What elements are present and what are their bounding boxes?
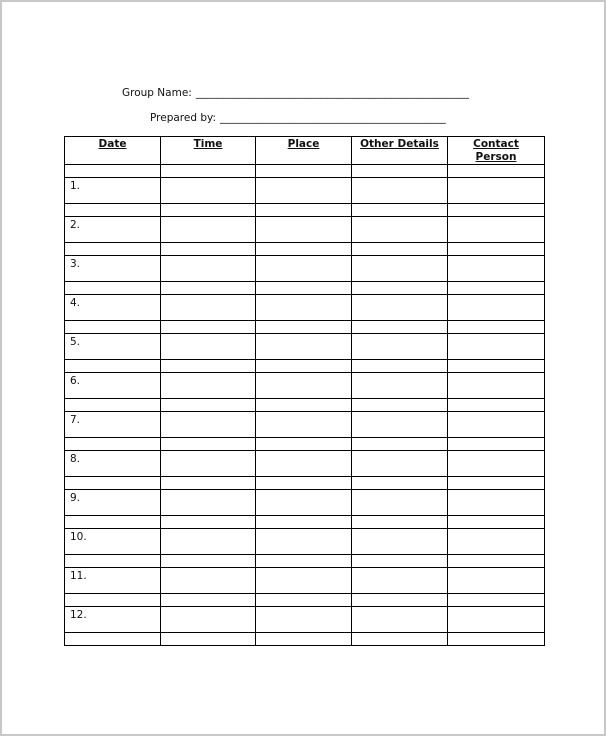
table-cell[interactable] <box>256 399 352 412</box>
table-cell[interactable] <box>448 451 545 477</box>
table-cell[interactable] <box>352 165 448 178</box>
spacer-row <box>65 633 545 646</box>
table-cell[interactable] <box>448 295 545 321</box>
table-cell[interactable] <box>161 178 256 204</box>
table-cell[interactable] <box>352 607 448 633</box>
table-cell[interactable] <box>161 594 256 607</box>
table-cell[interactable] <box>256 217 352 243</box>
table-cell[interactable] <box>448 321 545 334</box>
table-cell[interactable] <box>352 204 448 217</box>
table-cell[interactable] <box>161 412 256 438</box>
table-cell[interactable] <box>161 438 256 451</box>
table-cell[interactable] <box>448 256 545 282</box>
table-cell[interactable] <box>352 633 448 646</box>
row-number-cell[interactable]: 3. <box>65 256 161 282</box>
table-cell[interactable] <box>352 282 448 295</box>
spacer-row <box>65 360 545 373</box>
table-cell[interactable] <box>448 490 545 516</box>
table-cell[interactable] <box>161 516 256 529</box>
table-cell[interactable] <box>448 633 545 646</box>
header-contact-person: Contact Person <box>448 137 545 165</box>
table-cell[interactable] <box>65 516 161 529</box>
table-cell[interactable] <box>256 568 352 594</box>
spacer-row <box>65 282 545 295</box>
row-number-cell[interactable]: 9. <box>65 490 161 516</box>
table-cell[interactable] <box>65 555 161 568</box>
table-row <box>65 334 545 360</box>
table-cell[interactable] <box>161 295 256 321</box>
table-cell[interactable] <box>65 594 161 607</box>
spacer-row <box>65 516 545 529</box>
row-number-cell[interactable]: 6. <box>65 373 161 399</box>
table-cell[interactable] <box>161 360 256 373</box>
table-cell[interactable] <box>256 594 352 607</box>
table-cell[interactable] <box>352 178 448 204</box>
row-number-cell[interactable]: 11. <box>65 568 161 594</box>
table-cell[interactable] <box>256 516 352 529</box>
table-cell[interactable] <box>256 373 352 399</box>
table-cell[interactable] <box>448 165 545 178</box>
table-cell[interactable] <box>256 256 352 282</box>
row-number-cell[interactable]: 1. <box>65 178 161 204</box>
table-cell[interactable] <box>352 568 448 594</box>
table-row <box>65 568 545 594</box>
table-cell[interactable] <box>256 282 352 295</box>
schedule-table <box>64 136 545 646</box>
table-cell[interactable] <box>161 490 256 516</box>
table-row <box>65 373 545 399</box>
table-cell[interactable] <box>65 360 161 373</box>
table-cell[interactable] <box>448 373 545 399</box>
row-number-cell[interactable]: 4. <box>65 295 161 321</box>
table-cell[interactable] <box>256 438 352 451</box>
table-cell[interactable] <box>161 451 256 477</box>
spacer-row <box>65 243 545 256</box>
prepared-by-blank[interactable]: ___________________________________________ <box>220 112 446 124</box>
table-cell[interactable] <box>448 282 545 295</box>
table-body <box>65 165 545 646</box>
table-cell[interactable] <box>352 594 448 607</box>
prepared-by-label: Prepared by: <box>150 112 216 124</box>
table-cell[interactable] <box>161 477 256 490</box>
table-cell[interactable] <box>161 243 256 256</box>
table-cell[interactable] <box>352 477 448 490</box>
table-row <box>65 256 545 282</box>
table-cell[interactable] <box>352 490 448 516</box>
table-cell[interactable] <box>256 633 352 646</box>
table-cell[interactable] <box>256 529 352 555</box>
table-cell[interactable] <box>448 477 545 490</box>
table-cell[interactable] <box>448 178 545 204</box>
table-row <box>65 295 545 321</box>
table-cell[interactable] <box>161 568 256 594</box>
table-cell[interactable] <box>448 594 545 607</box>
table-cell[interactable] <box>256 412 352 438</box>
spacer-row <box>65 399 545 412</box>
table-cell[interactable] <box>161 633 256 646</box>
spacer-row <box>65 555 545 568</box>
table-cell[interactable] <box>352 243 448 256</box>
table-cell[interactable] <box>352 399 448 412</box>
table-cell[interactable] <box>161 217 256 243</box>
table-cell[interactable] <box>352 516 448 529</box>
spacer-row <box>65 594 545 607</box>
table-cell[interactable] <box>448 360 545 373</box>
spacer-row <box>65 477 545 490</box>
table-cell[interactable] <box>161 321 256 334</box>
table-row <box>65 451 545 477</box>
group-name-blank[interactable]: ____________________________________________________ <box>195 87 469 99</box>
table-row <box>65 607 545 633</box>
row-number-cell[interactable]: 2. <box>65 217 161 243</box>
table-cell[interactable] <box>352 360 448 373</box>
table-cell[interactable] <box>448 204 545 217</box>
table-cell[interactable] <box>161 334 256 360</box>
spacer-row <box>65 438 545 451</box>
table-cell[interactable] <box>256 178 352 204</box>
table-cell[interactable] <box>256 334 352 360</box>
table-row <box>65 412 545 438</box>
table-cell[interactable] <box>65 399 161 412</box>
row-number-cell[interactable]: 7. <box>65 412 161 438</box>
table-cell[interactable] <box>256 360 352 373</box>
table-cell[interactable] <box>256 607 352 633</box>
table-cell[interactable] <box>448 243 545 256</box>
table-cell[interactable] <box>352 256 448 282</box>
table-cell[interactable] <box>161 165 256 178</box>
table-cell[interactable] <box>448 607 545 633</box>
header-date: Date <box>65 137 161 165</box>
table-row <box>65 490 545 516</box>
spacer-row <box>65 204 545 217</box>
table-cell[interactable] <box>352 217 448 243</box>
table-cell[interactable] <box>161 399 256 412</box>
table-row <box>65 529 545 555</box>
table-cell[interactable] <box>161 204 256 217</box>
table-cell[interactable] <box>448 568 545 594</box>
table-cell[interactable] <box>352 334 448 360</box>
table-cell[interactable] <box>352 451 448 477</box>
table-cell[interactable] <box>352 412 448 438</box>
row-number-cell[interactable]: 5. <box>65 334 161 360</box>
table-cell[interactable] <box>256 490 352 516</box>
table-cell[interactable] <box>161 607 256 633</box>
table-cell[interactable] <box>65 165 161 178</box>
header-other-details: Other Details <box>352 137 448 165</box>
table-cell[interactable] <box>448 334 545 360</box>
table-cell[interactable] <box>161 529 256 555</box>
table-cell[interactable] <box>352 438 448 451</box>
table-cell[interactable] <box>448 438 545 451</box>
table-cell[interactable] <box>256 321 352 334</box>
table-cell[interactable] <box>448 412 545 438</box>
spacer-row <box>65 165 545 178</box>
row-number-cell[interactable]: 8. <box>65 451 161 477</box>
table-cell[interactable] <box>65 282 161 295</box>
table-cell[interactable] <box>448 217 545 243</box>
table-cell[interactable] <box>65 633 161 646</box>
table-row <box>65 217 545 243</box>
table-cell[interactable] <box>161 555 256 568</box>
table-row <box>65 178 545 204</box>
table-cell[interactable] <box>448 555 545 568</box>
table-cell[interactable] <box>352 555 448 568</box>
table-cell[interactable] <box>161 256 256 282</box>
table-cell[interactable] <box>256 165 352 178</box>
spacer-row <box>65 321 545 334</box>
table-cell[interactable] <box>256 243 352 256</box>
table-cell[interactable] <box>65 321 161 334</box>
table-cell[interactable] <box>161 282 256 295</box>
table-cell[interactable] <box>448 516 545 529</box>
table-cell[interactable] <box>352 373 448 399</box>
table-cell[interactable] <box>65 477 161 490</box>
table-cell[interactable] <box>256 555 352 568</box>
table-cell[interactable] <box>256 451 352 477</box>
table-cell[interactable] <box>256 295 352 321</box>
table-cell[interactable] <box>256 477 352 490</box>
table-cell[interactable] <box>161 373 256 399</box>
row-number-cell[interactable]: 10. <box>65 529 161 555</box>
header-place: Place <box>256 137 352 165</box>
table-cell[interactable] <box>352 295 448 321</box>
header-row <box>65 137 545 165</box>
table-cell[interactable] <box>65 243 161 256</box>
table-cell[interactable] <box>448 529 545 555</box>
table-cell[interactable] <box>352 529 448 555</box>
table-cell[interactable] <box>256 204 352 217</box>
table-cell[interactable] <box>65 204 161 217</box>
group-name-field <box>122 86 469 100</box>
header-time: Time <box>161 137 256 165</box>
table-cell[interactable] <box>65 438 161 451</box>
table-cell[interactable] <box>448 399 545 412</box>
prepared-by-field <box>150 111 446 125</box>
group-name-label: Group Name: <box>122 87 192 99</box>
row-number-cell[interactable]: 12. <box>65 607 161 633</box>
table-cell[interactable] <box>352 321 448 334</box>
